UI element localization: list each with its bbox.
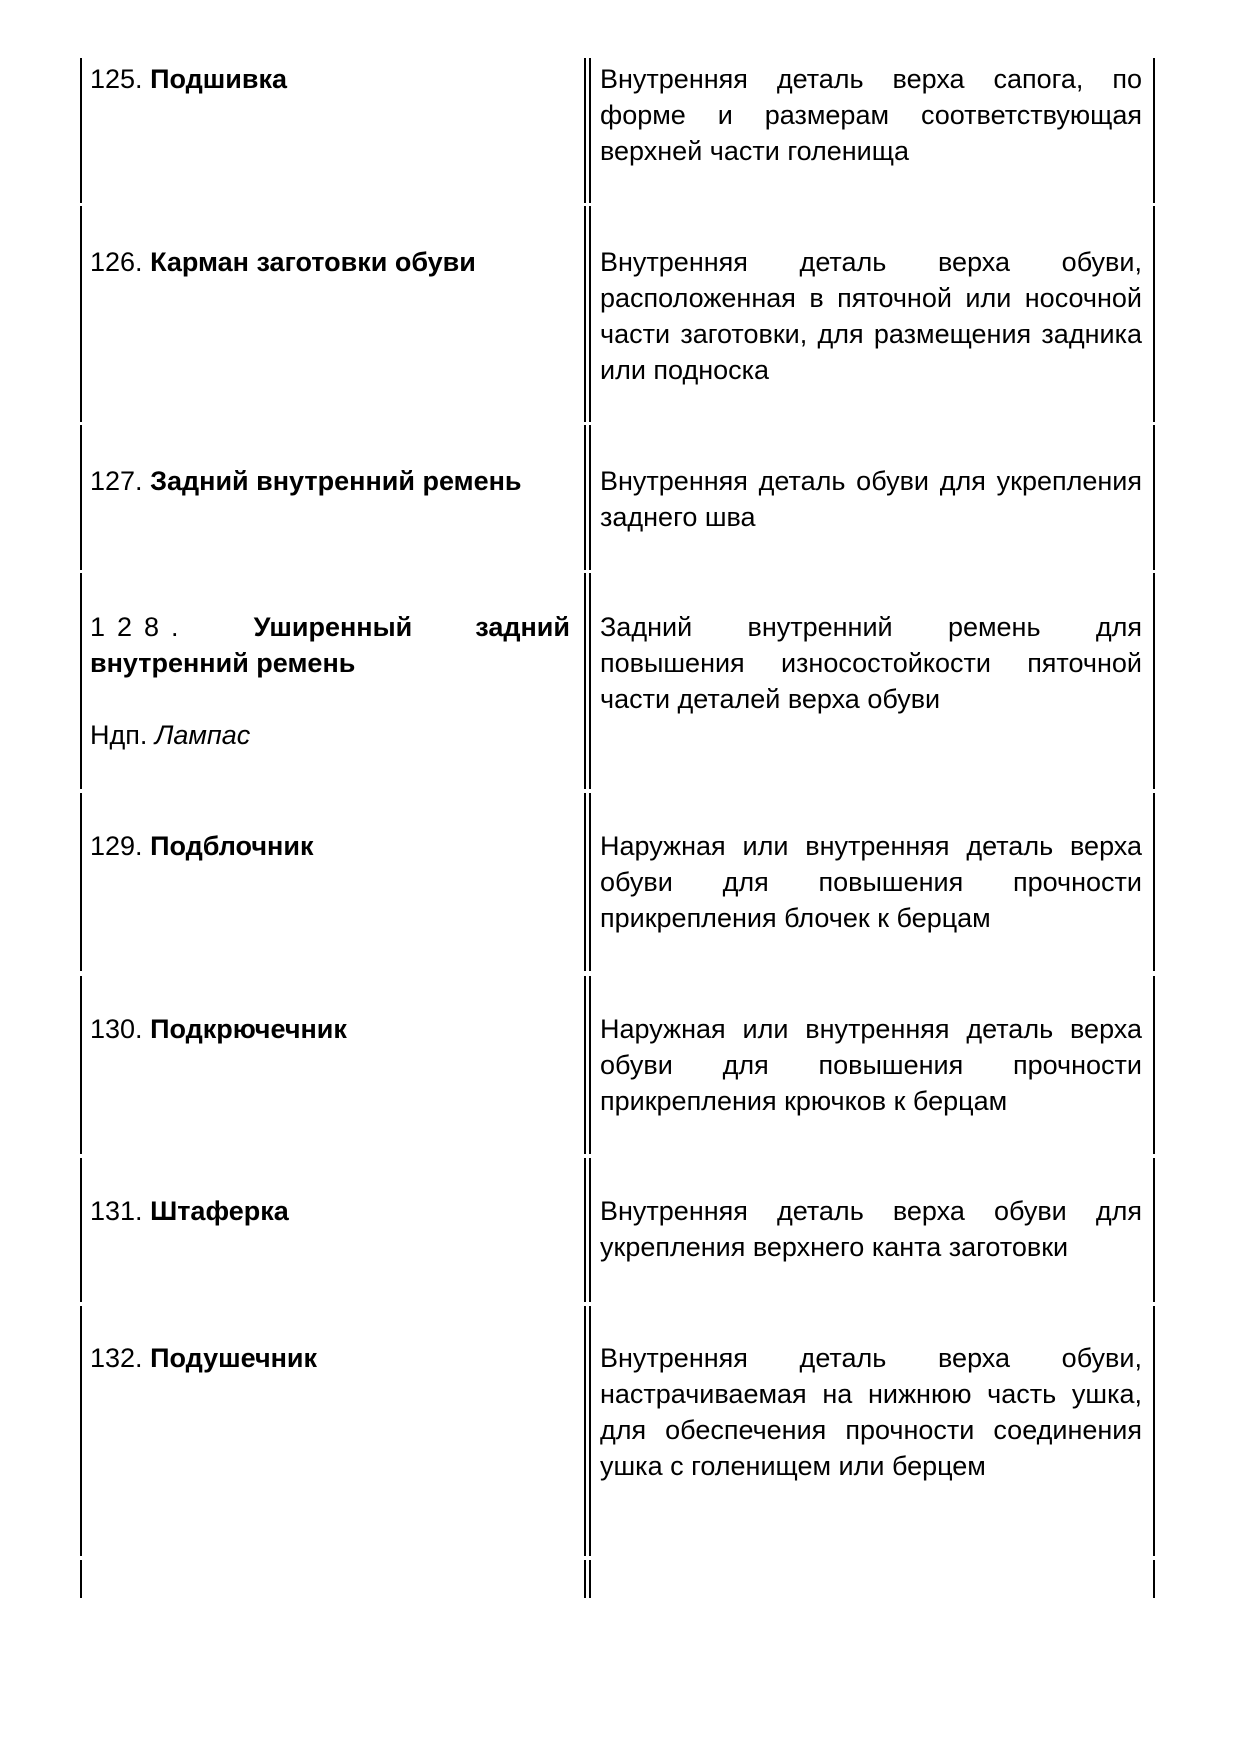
term-name: Подушечник: [150, 1343, 318, 1373]
left-border: [80, 1306, 82, 1556]
column-divider-a: [584, 206, 586, 422]
term-name: Подшивка: [150, 64, 287, 94]
ndp-term: Лампас: [154, 720, 251, 750]
column-divider-a: [584, 58, 586, 203]
definition-cell-125: Внутренняя деталь верха сапога, по форме и размерам соответствующая верхней части голенища: [600, 64, 1142, 166]
definition-cell-132: Внутренняя деталь верха обуви, настрачиваемая на нижнюю часть ушка, для обеспечения прочности соединения ушка с голенищем или берцем: [600, 1343, 1142, 1481]
term-name: Карман заготовки обуви: [150, 247, 476, 277]
column-divider-b: [589, 793, 591, 971]
definition-cell-129: Наружная или внутренняя деталь верха обуви для повышения прочности прикрепления блочек к берцам: [600, 831, 1142, 933]
definition-cell-128: Задний внутренний ремень для повышения износостойкости пяточной части деталей верха обуви: [600, 612, 1142, 714]
term-cell-125: [90, 61, 570, 97]
right-border: [1153, 573, 1155, 789]
left-border: [80, 58, 82, 203]
column-divider-a: [584, 1158, 586, 1302]
term-number: 128.: [90, 612, 191, 642]
column-divider-b: [589, 206, 591, 422]
definition-cell-131: Внутренняя деталь верха обуви для укрепления верхнего канта заготовки: [600, 1196, 1142, 1262]
left-border: [80, 573, 82, 789]
term-number: 132.: [90, 1343, 143, 1373]
term-number: 126.: [90, 247, 143, 277]
term-number: 130.: [90, 1014, 143, 1044]
column-divider-a: [584, 1306, 586, 1556]
right-border: [1153, 206, 1155, 422]
column-divider-b: [589, 58, 591, 203]
ndp-label: Ндп.: [90, 720, 148, 750]
column-divider-b: [589, 573, 591, 789]
left-border: [80, 793, 82, 971]
definition-cell-130: Наружная или внутренняя деталь верха обуви для повышения прочности прикрепления крючков к берцам: [600, 1014, 1142, 1116]
column-divider-b: [589, 1560, 591, 1598]
term-number: 129.: [90, 831, 143, 861]
term-cell-132: [90, 1340, 570, 1376]
right-border: [1153, 1306, 1155, 1556]
column-divider-a: [584, 425, 586, 570]
right-border: [1153, 425, 1155, 570]
column-divider-b: [589, 425, 591, 570]
term-number: 127.: [90, 466, 143, 496]
left-border: [80, 1158, 82, 1302]
term-name: Подкрючечник: [150, 1014, 347, 1044]
left-border: [80, 425, 82, 570]
right-border: [1153, 1158, 1155, 1302]
definition-cell-127: Внутренняя деталь обуви для укрепления заднего шва: [600, 466, 1142, 532]
term-number: 131.: [90, 1196, 143, 1226]
right-border: [1153, 793, 1155, 971]
right-border: [1153, 1560, 1155, 1598]
term-number: 125.: [90, 64, 143, 94]
term-cell-129: [90, 828, 570, 864]
term-name: Задний внутренний ремень: [150, 466, 522, 496]
definition-cell-126: Внутренняя деталь верха обуви, расположенная в пяточной или носочной части заготовки, для размещения задника или подноска: [600, 247, 1142, 385]
column-divider-b: [589, 976, 591, 1154]
column-divider-a: [584, 793, 586, 971]
term-cell-127: [90, 463, 570, 499]
column-divider-b: [589, 1306, 591, 1556]
right-border: [1153, 58, 1155, 203]
term-cell-128: [90, 609, 570, 753]
column-divider-a: [584, 976, 586, 1154]
left-border: [80, 1560, 82, 1598]
term-cell-131: [90, 1193, 570, 1229]
column-divider-b: [589, 1158, 591, 1302]
left-border: [80, 206, 82, 422]
term-cell-130: [90, 1011, 570, 1047]
term-name: Подблочник: [150, 831, 314, 861]
term-name: Уширенный задний внутренний ремень: [90, 612, 570, 678]
non-recommended-term: [90, 717, 570, 753]
term-name: Штаферка: [150, 1196, 289, 1226]
left-border: [80, 976, 82, 1154]
term-cell-126: [90, 244, 570, 280]
right-border: [1153, 976, 1155, 1154]
column-divider-a: [584, 1560, 586, 1598]
column-divider-a: [584, 573, 586, 789]
